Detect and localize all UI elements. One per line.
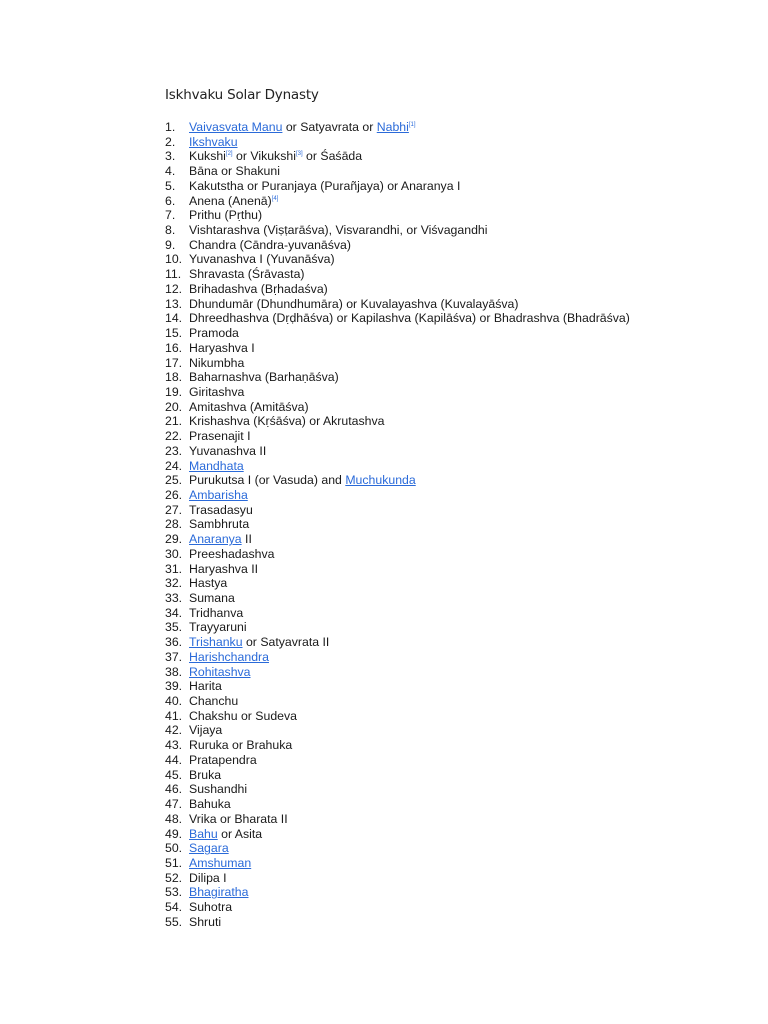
list-item-text: [189, 370, 339, 385]
document-title: Iskhvaku Solar Dynasty: [165, 87, 319, 103]
list-item-segment: Dhreedhashva (Dṛḍhāśva) or Kapilashva (Kapilāśva) or Bhadrashva (Bhadrāśva): [189, 311, 630, 326]
list-item-segment: Chandra (Cāndra-yuvanāśva): [189, 237, 351, 252]
list-item-segment: Prithu (Pṛthu): [189, 208, 263, 223]
list-item-segment: Suhotra: [189, 900, 233, 915]
ruler-link[interactable]: Bahu: [189, 826, 218, 841]
list-item-number: 37.: [165, 649, 183, 664]
list-item-segment: Bruka: [189, 767, 222, 782]
list-item-text: [189, 679, 222, 694]
list-item-segment: Kakutstha or Puranjaya (Purañjaya) or Anaranya I: [189, 178, 461, 193]
list-item-number: 10.: [165, 252, 183, 267]
list-item-segment: Vishtarashva (Viṣṭarāśva), Visvarandhi, or Viśvagandhi: [189, 223, 488, 238]
list-item-text: [189, 782, 247, 797]
list-item-number: 32.: [165, 576, 183, 591]
list-item-number: 14.: [165, 311, 183, 326]
list-item-text: [189, 517, 249, 532]
list-item-text: [189, 591, 235, 606]
list-item-segment: Amitashva (Amitāśva): [189, 399, 309, 414]
list-item-segment: or Śaśāda: [302, 149, 363, 164]
ruler-link[interactable]: Ikshvaku: [189, 134, 238, 149]
list-item-segment: Pratapendra: [189, 752, 257, 767]
list-item-text: [189, 827, 262, 842]
list-item-text: [189, 738, 292, 753]
list-item-number: 53.: [165, 885, 183, 900]
ruler-link[interactable]: Anaranya: [189, 532, 242, 547]
list-item-number: 24.: [165, 458, 183, 473]
list-item-text: [189, 812, 288, 827]
list-item-text: [189, 311, 630, 326]
ruler-link[interactable]: Rohitashva: [189, 664, 251, 679]
list-item-text: [189, 606, 243, 621]
list-item-text: [189, 149, 362, 164]
list-item-text: [189, 385, 244, 400]
list-item-number: 16.: [165, 340, 183, 355]
list-item-number: 23.: [165, 443, 183, 458]
list-item-text: [189, 120, 416, 135]
list-item-text: [189, 900, 232, 915]
ruler-link[interactable]: Amshuman: [189, 855, 252, 870]
list-item-text: [189, 915, 221, 930]
ruler-link[interactable]: Nabhi: [376, 120, 409, 134]
list-item-number: 49.: [165, 826, 183, 841]
list-item-text: [189, 532, 252, 547]
list-item-number: 50.: [165, 841, 183, 856]
list-item-segment: Tridhanva: [189, 605, 244, 620]
list-item-number: 31.: [165, 561, 183, 576]
list-item-segment: Yuvanashva II: [189, 443, 267, 458]
list-item-text: [189, 297, 518, 312]
list-item-text: [189, 503, 253, 518]
list-item-number: 45.: [165, 767, 183, 782]
list-item-segment: Vijaya: [189, 723, 223, 738]
list-item-number: 48.: [165, 811, 183, 826]
list-item-number: 5.: [165, 178, 176, 193]
list-item-segment: Haryashva II: [189, 561, 259, 576]
list-item-number: 39.: [165, 679, 183, 694]
list-item-text: [189, 885, 248, 900]
list-item-text: [189, 194, 278, 209]
list-item-text: [189, 620, 247, 635]
list-item-number: 51.: [165, 855, 183, 870]
list-item-text: [189, 576, 227, 591]
list-item-segment: Bahuka: [189, 797, 231, 812]
list-item-number: 35.: [165, 620, 183, 635]
list-item-segment: Dhundumār (Dhundhumāra) or Kuvalayashva (Kuvalayāśva): [189, 296, 519, 311]
list-item-segment: Nikumbha: [189, 355, 245, 370]
list-item-number: 18.: [165, 370, 183, 385]
list-item-number: 33.: [165, 591, 183, 605]
list-item-number: 43.: [165, 738, 183, 753]
list-item-text: [189, 341, 255, 356]
list-item-text: [189, 871, 227, 886]
list-item-number: 30.: [165, 546, 183, 561]
list-item-text: [189, 282, 328, 297]
list-item-text: [189, 356, 244, 371]
list-item-segment: or Satyavrata or: [282, 120, 377, 134]
list-item-segment: Brihadashva (Bṛhadaśva): [189, 281, 328, 296]
list-item-segment: Sambhruta: [189, 517, 250, 532]
footnote-ref[interactable]: [1]: [408, 121, 416, 128]
ruler-link[interactable]: Ambarisha: [189, 487, 248, 502]
list-item-segment: Sumana: [189, 591, 235, 605]
list-item-number: 47.: [165, 797, 183, 812]
list-item-text: [189, 429, 251, 444]
list-item-segment: Anena (Anenā): [189, 193, 272, 208]
list-item-text: [189, 753, 257, 768]
list-item-text: [189, 797, 231, 812]
ruler-link[interactable]: Trishanku: [189, 635, 243, 650]
list-item-number: 19.: [165, 384, 183, 399]
list-item-text: [189, 223, 487, 238]
list-item-number: 9.: [165, 237, 176, 252]
list-item-segment: Hastya: [189, 576, 228, 591]
list-item-text: [189, 635, 329, 650]
list-item-segment: Trasadasyu: [189, 502, 253, 517]
list-item-segment: or Vikukshi: [232, 149, 296, 164]
list-item-segment: Dilipa I: [189, 870, 227, 885]
list-item-text: [189, 208, 262, 223]
list-item-number: 13.: [165, 296, 183, 311]
list-item-segment: Sushandhi: [189, 782, 248, 797]
list-item-segment: Harita: [189, 679, 222, 694]
list-item-text: [189, 179, 460, 194]
list-item-number: 17.: [165, 355, 183, 370]
list-item-number: 28.: [165, 517, 183, 532]
list-item-text: [189, 267, 305, 282]
ruler-link[interactable]: Vaivasvata Manu: [189, 120, 283, 134]
list-item-segment: Trayyaruni: [189, 620, 247, 635]
list-item-number: 52.: [165, 870, 183, 885]
list-item-segment: Haryashva I: [189, 340, 255, 355]
list-item-text: [189, 326, 239, 341]
list-item-number: 3.: [165, 149, 176, 164]
list-item-number: 11.: [165, 267, 182, 282]
list-item-number: 40.: [165, 694, 183, 709]
list-item-text: [189, 841, 229, 856]
list-item-number: 12.: [165, 281, 183, 296]
list-item-number: 22.: [165, 429, 183, 444]
list-item-text: [189, 488, 248, 503]
list-item-segment: Yuvanashva I (Yuvanāśva): [189, 252, 335, 267]
list-item-text: [189, 562, 258, 577]
list-item-segment: Chanchu: [189, 694, 239, 709]
footnote-ref[interactable]: [4]: [271, 195, 279, 202]
list-item-text: [189, 650, 269, 665]
list-item-segment: Shruti: [189, 914, 222, 929]
list-item-number: 41.: [165, 708, 183, 723]
list-item-segment: Preeshadashva: [189, 546, 275, 561]
list-item-text: [189, 665, 251, 680]
list-item-text: [189, 135, 238, 150]
list-item-segment: Shravasta (Śrāvasta): [189, 267, 305, 282]
list-item-segment: Giritashva: [189, 384, 245, 399]
list-item-segment: Prasenajit I: [189, 429, 251, 444]
list-item-number: 34.: [165, 605, 183, 620]
list-item-segment: Krishashva (Kṛśāśva) or Akrutashva: [189, 414, 385, 429]
list-item-text: [189, 723, 222, 738]
list-item-text: [189, 694, 238, 709]
list-item-number: 46.: [165, 782, 183, 797]
list-item-number: 20.: [165, 399, 183, 414]
list-item-number: 42.: [165, 723, 183, 738]
list-item-segment: Baharnashva (Barhaṇāśva): [189, 370, 339, 385]
list-item-text: [189, 768, 221, 783]
footnote-ref[interactable]: [2]: [225, 151, 233, 158]
list-item-segment: or Satyavrata II: [242, 635, 330, 650]
list-item-text: [189, 400, 309, 415]
ruler-link[interactable]: Harishchandra: [189, 649, 269, 664]
list-item-text: [189, 709, 297, 724]
list-item-number: 44.: [165, 752, 183, 767]
list-item-number: 25.: [165, 473, 183, 488]
list-item-number: 1.: [165, 120, 176, 134]
list-item-number: 54.: [165, 900, 183, 915]
list-item-segment: II: [241, 532, 252, 547]
list-item-number: 26.: [165, 487, 183, 502]
list-item-number: 21.: [165, 414, 183, 429]
list-item-number: 7.: [165, 208, 176, 223]
list-item-segment: Pramoda: [189, 326, 239, 341]
list-item-text: [189, 459, 244, 474]
list-item-number: 27.: [165, 502, 183, 517]
list-item-number: 29.: [165, 532, 183, 547]
list-item-text: [189, 164, 280, 179]
list-item-number: 15.: [165, 326, 183, 341]
list-item-segment: Purukutsa I (or Vasuda) and: [189, 473, 346, 488]
ruler-link[interactable]: Sagara: [189, 841, 229, 856]
ruler-link[interactable]: Mandhata: [189, 458, 244, 473]
ruler-link[interactable]: Bhagiratha: [189, 885, 249, 900]
list-item-segment: Ruruka or Brahuka: [189, 738, 293, 753]
list-item-number: 4.: [165, 164, 176, 179]
list-item-segment: Chakshu or Sudeva: [189, 708, 298, 723]
list-item-number: 36.: [165, 635, 183, 650]
footnote-ref[interactable]: [3]: [295, 151, 303, 158]
ruler-link[interactable]: Muchukunda: [345, 473, 416, 488]
list-item-segment: Bāna or Shakuni: [189, 164, 280, 179]
list-item-text: [189, 252, 335, 267]
list-item-number: 55.: [165, 914, 183, 929]
list-item-number: 6.: [165, 193, 176, 208]
list-item-text: [189, 238, 351, 253]
list-item-segment: Vrika or Bharata II: [189, 811, 288, 826]
list-item-text: [189, 444, 266, 459]
list-item-segment: or Asita: [217, 826, 263, 841]
list-item-segment: Kukshi: [189, 149, 226, 164]
list-item-number: 8.: [165, 223, 176, 238]
list-item-text: [189, 547, 274, 562]
list-item-number: 38.: [165, 664, 183, 679]
list-item-number: 2.: [165, 134, 176, 149]
list-item-text: [189, 473, 416, 488]
list-item-text: [189, 414, 384, 429]
list-item-text: [189, 856, 251, 871]
